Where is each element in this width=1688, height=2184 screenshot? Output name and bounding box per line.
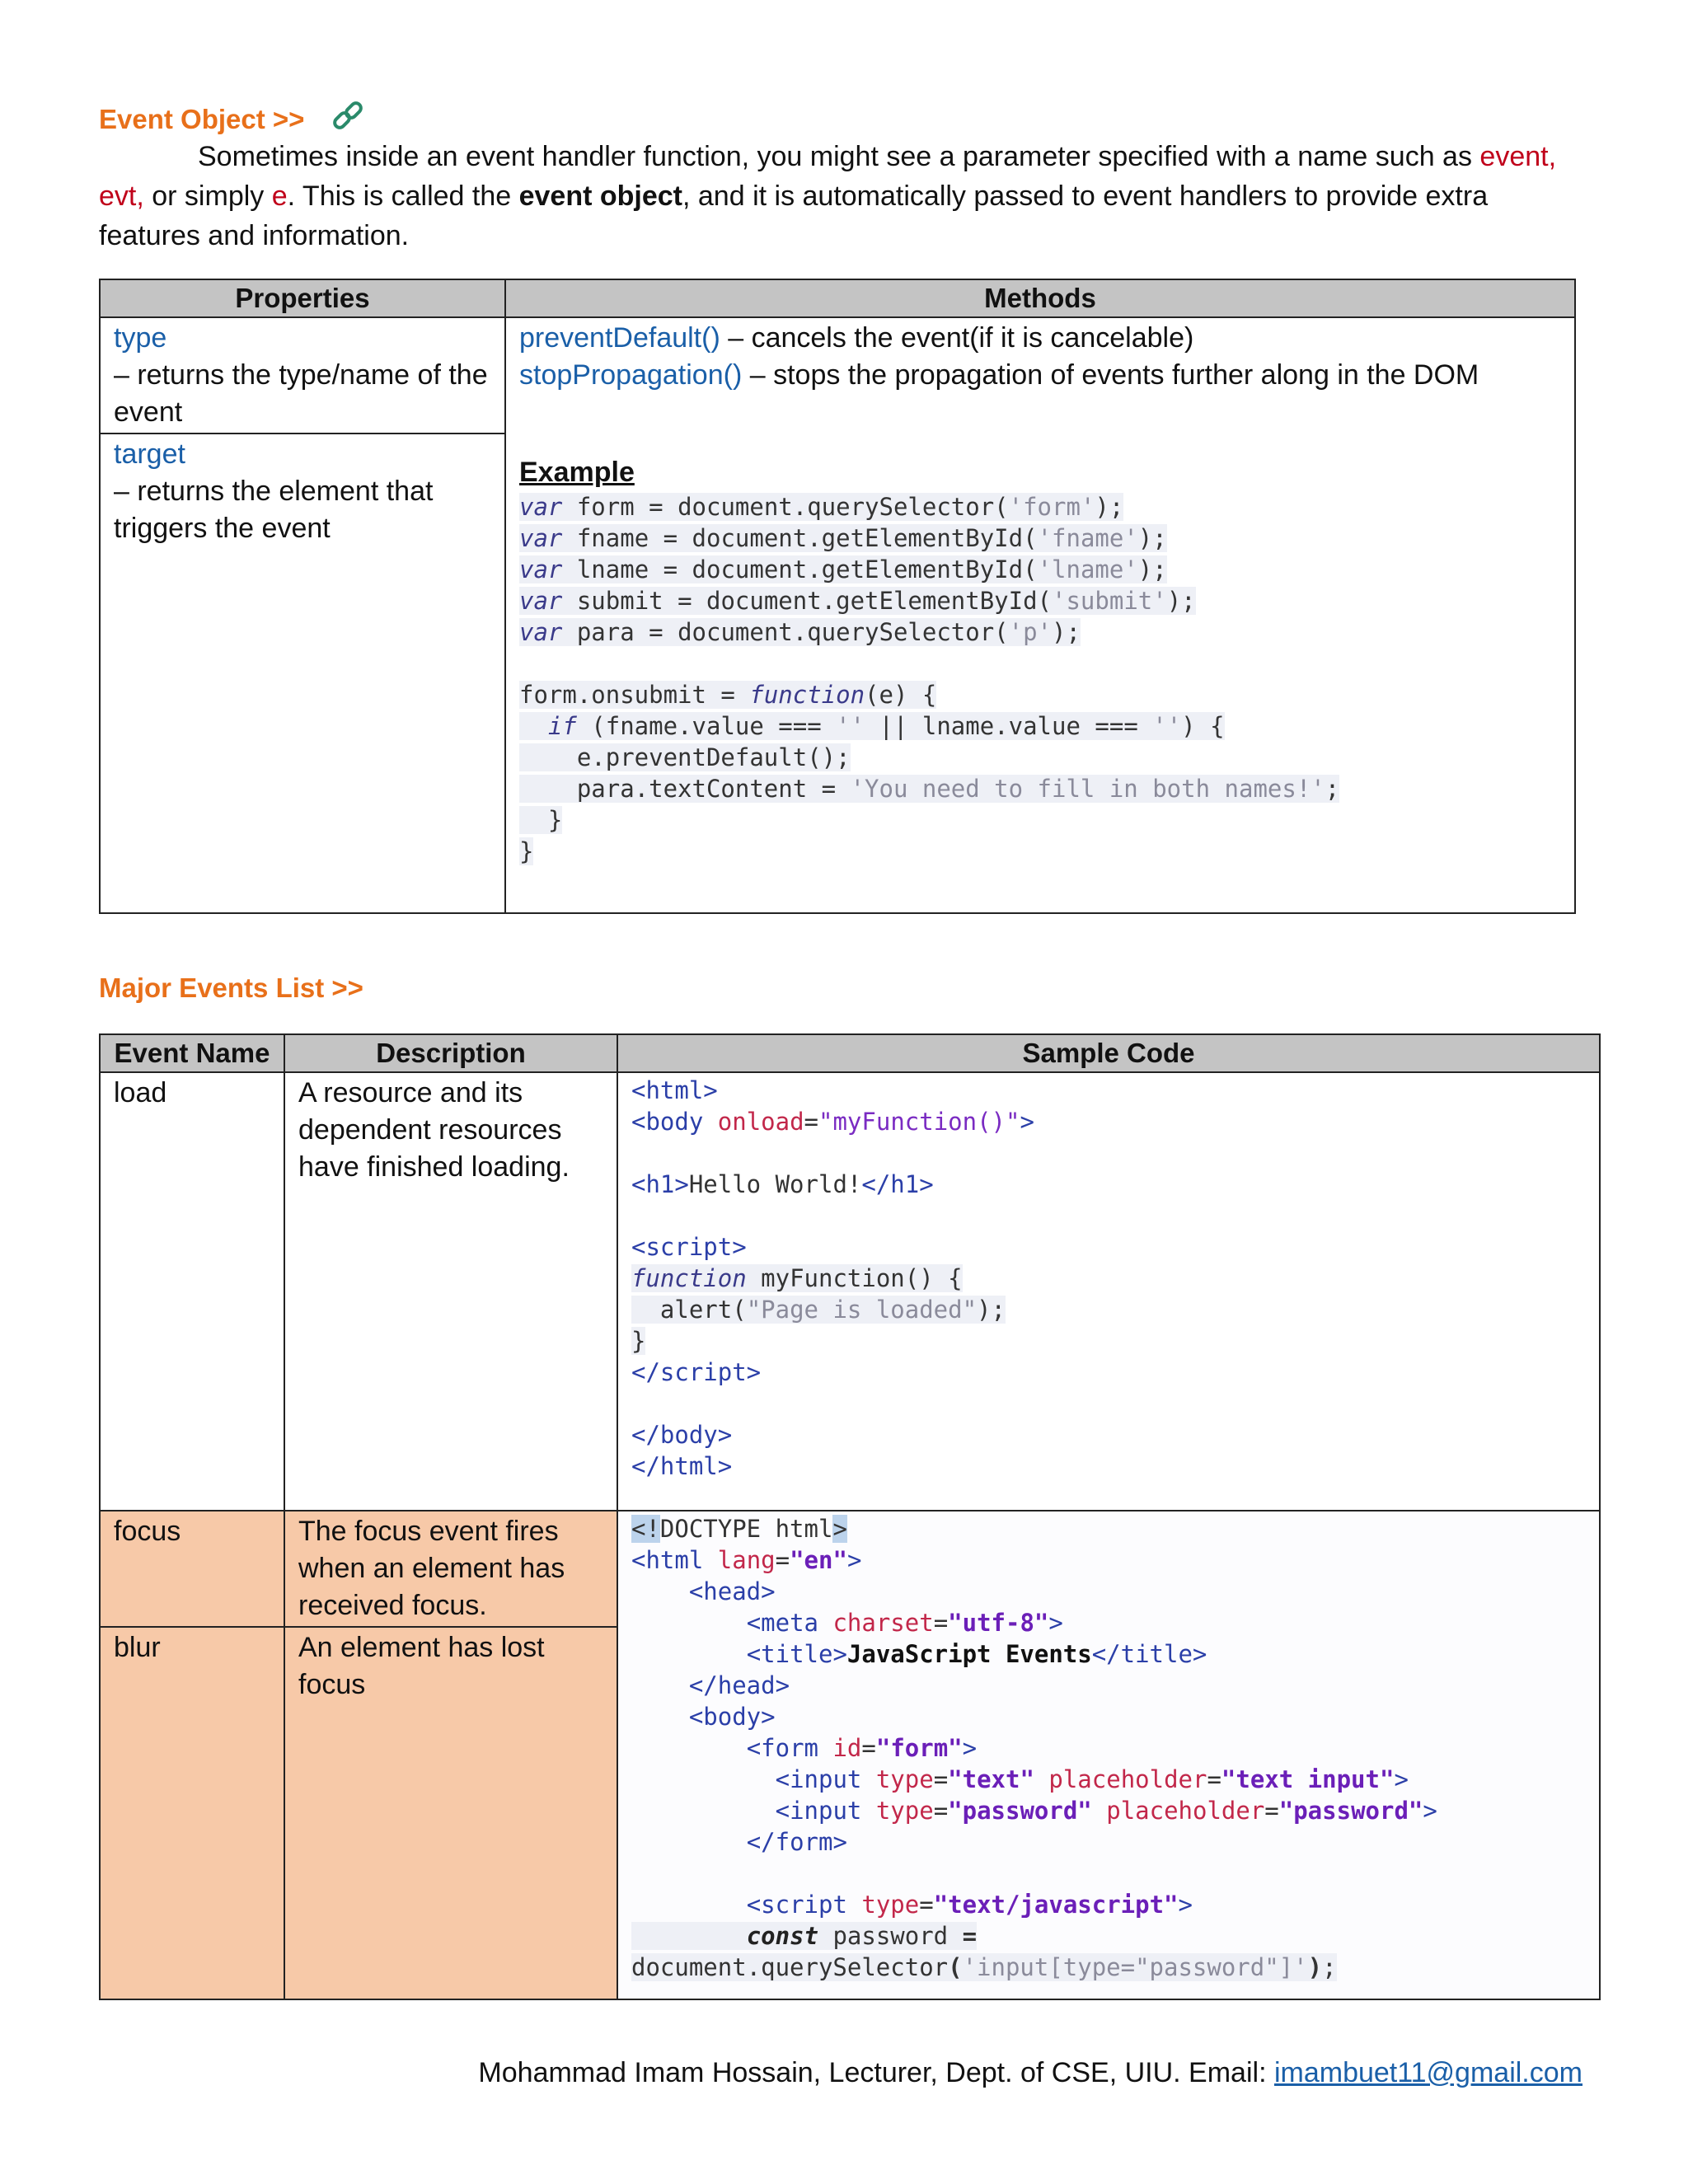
event-name-cell (100, 1072, 284, 1511)
description-header: Description (284, 1034, 617, 1072)
event-name-cell (100, 1511, 284, 1627)
event-object-heading-text: Event Object >> (99, 104, 305, 134)
method-stoppropagation: stopPropagation() (519, 359, 743, 391)
prop-target-name: target (114, 438, 185, 470)
intro-text-1: Sometimes inside an event handler function, you might see a parameter specified with a name such as (198, 141, 1480, 172)
intro-text-2: or simply (143, 180, 272, 212)
method-preventdefault-desc: – cancels the event(if it is cancelable) (720, 322, 1194, 354)
intro-bold-term: event object (518, 180, 682, 212)
event-desc-load: A resource and its dependent resources have finished loading. (298, 1077, 570, 1183)
event-name-load: load (114, 1077, 167, 1108)
footer-email-link[interactable]: imambuet11@gmail.com (1273, 2057, 1582, 2088)
event-name-header: Event Name (100, 1034, 284, 1072)
major-events-table (99, 1033, 1601, 2000)
table-row (100, 1511, 1600, 1627)
event-name-cell (100, 1627, 284, 1999)
prop-target-desc: – returns the element that triggers the event (114, 476, 434, 544)
event-desc-blur: An element has lost focus (298, 1632, 545, 1700)
description-cell (284, 1072, 617, 1511)
event-desc-focus: The focus event fires when an element has received focus. (298, 1516, 565, 1621)
sample-code-cell (617, 1511, 1600, 1999)
prop-type-name: type (114, 322, 167, 354)
example-label: Example (519, 457, 635, 488)
method-stoppropagation-desc: – stops the propagation of events further along in the DOM (742, 359, 1479, 391)
methods-cell (505, 317, 1575, 913)
description-cell (284, 1627, 617, 1999)
example-code: var form = document.querySelector('form'); var fname = document.getElementById('fname'); var lname = document.getElementById('lname'); var submit = document.getElementById('submit'); var para = document.querySelector('p'); form.onsubmit = function(e) { if (fname.value === '' || lname.value === '') { e.preventDefault(); para.textContent = 'You need to fill in both names!'; } } (519, 493, 1340, 865)
event-name-blur: blur (114, 1632, 161, 1663)
major-events-heading: Major Events List >> (99, 972, 363, 1003)
intro-text-4: , and it is automatically passed to event handlers to provide extra features and information. (99, 180, 1489, 251)
description-cell (284, 1511, 617, 1627)
footer (478, 2057, 1582, 2089)
prop-target-cell (100, 434, 505, 913)
event-object-intro (99, 137, 1582, 255)
properties-header: Properties (100, 279, 505, 317)
methods-header: Methods (505, 279, 1575, 317)
event-object-table (99, 279, 1576, 914)
load-sample-code: <html> <body onload="myFunction()"> <h1>Hello World!</h1> <script> function myFunction() { alert("Page is loaded"); } </script> </body> </html> (631, 1076, 1034, 1480)
prop-type-desc: – returns the type/name of the event (114, 359, 488, 428)
intro-param-e: e (271, 180, 288, 212)
intro-text-3: . This is called the (287, 180, 519, 212)
sample-code-header: Sample Code (617, 1034, 1600, 1072)
prop-type-cell (100, 317, 505, 434)
link-icon[interactable] (331, 99, 367, 135)
table-row (100, 1072, 1600, 1511)
method-preventdefault: preventDefault() (519, 322, 720, 354)
event-object-heading (99, 99, 367, 135)
footer-text: Mohammad Imam Hossain, Lecturer, Dept. of CSE, UIU. Email: (478, 2057, 1274, 2088)
intro-param-names: event, evt, (99, 141, 1557, 212)
focus-blur-sample-code: <!DOCTYPE html> <html lang="en"> <head> <meta charset="utf-8"> <title>JavaScript Events</title> </head> <body> <form id="form"> <input type="text" placeholder="text input"> <input type="password" placeholder="password"> </form> <script type="text/javascript"> const password = document.querySelector('input[type="password"]'); (631, 1515, 1437, 1981)
sample-code-cell (617, 1072, 1600, 1511)
event-name-focus: focus (114, 1516, 181, 1547)
